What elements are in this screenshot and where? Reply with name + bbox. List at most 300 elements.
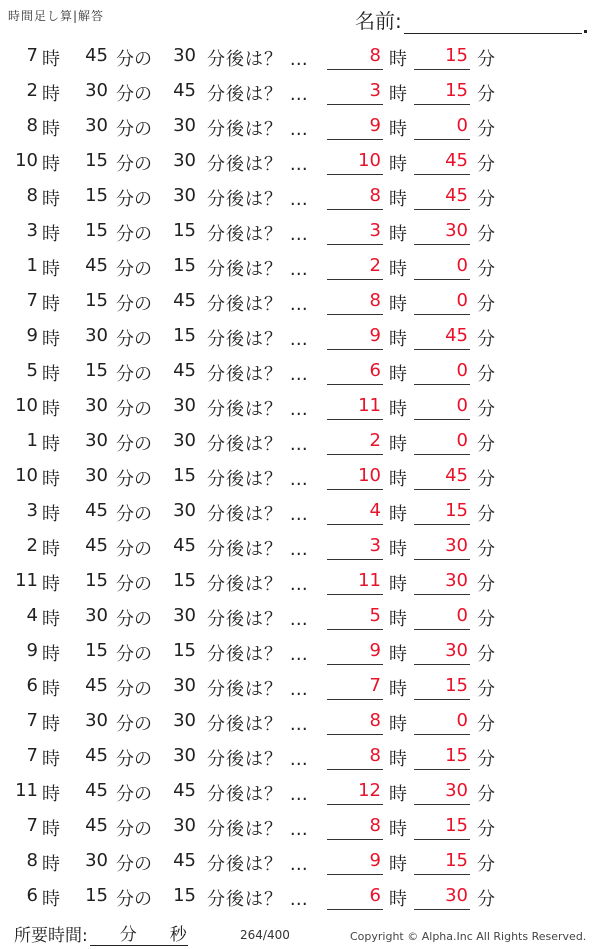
answer-minute-blank[interactable] <box>414 633 470 665</box>
name-field <box>355 5 587 34</box>
added-minutes: 30 <box>173 185 196 206</box>
copyright-notice: Copyright © Alpha.Inc All Rights Reserved. <box>350 930 587 943</box>
answer-minute-unit: 分 <box>477 574 495 595</box>
added-minutes: 45 <box>173 360 196 381</box>
minute-of-label: 分の <box>116 329 152 350</box>
start-hour: 4 <box>26 605 38 626</box>
minute-of-label: 分の <box>116 854 152 875</box>
start-hour: 2 <box>26 80 38 101</box>
problem-row <box>0 388 600 423</box>
added-minutes: 30 <box>173 500 196 521</box>
answer-hour-unit: 時 <box>389 329 407 350</box>
added-minutes: 15 <box>173 465 196 486</box>
answer-minute: 45 <box>445 185 468 206</box>
answer-hour-blank[interactable] <box>327 528 383 560</box>
answer-minute-blank[interactable] <box>414 563 470 595</box>
answer-hour-blank[interactable] <box>327 108 383 140</box>
hour-unit: 時 <box>42 119 60 140</box>
start-hour: 8 <box>26 115 38 136</box>
answer-hour: 5 <box>369 605 381 626</box>
answer-minute-blank[interactable] <box>414 248 470 280</box>
answer-minute-blank[interactable] <box>414 38 470 70</box>
start-minute: 15 <box>85 360 108 381</box>
answer-minute: 0 <box>456 115 468 136</box>
minute-of-label: 分の <box>116 819 152 840</box>
added-minutes: 15 <box>173 325 196 346</box>
problem-row <box>0 423 600 458</box>
page-number: 264/400 <box>240 928 290 942</box>
question-label: 分後は？ … <box>207 504 309 525</box>
answer-hour-unit: 時 <box>389 504 407 525</box>
added-minutes: 30 <box>173 430 196 451</box>
problem-list <box>0 38 600 913</box>
minute-of-label: 分の <box>116 84 152 105</box>
answer-minute-blank[interactable] <box>414 458 470 490</box>
question-label: 分後は？ … <box>207 714 309 735</box>
answer-minute-unit: 分 <box>477 889 495 910</box>
minute-of-label: 分の <box>116 784 152 805</box>
answer-minute: 30 <box>445 885 468 906</box>
question-label: 分後は？ … <box>207 679 309 700</box>
answer-hour-unit: 時 <box>389 854 407 875</box>
answer-hour-unit: 時 <box>389 784 407 805</box>
minute-of-label: 分の <box>116 889 152 910</box>
elapsed-minute-unit: 分 <box>119 925 137 945</box>
answer-hour-blank[interactable] <box>327 598 383 630</box>
hour-unit: 時 <box>42 434 60 455</box>
answer-hour-unit: 時 <box>389 749 407 770</box>
start-minute: 45 <box>85 255 108 276</box>
minute-of-label: 分の <box>116 574 152 595</box>
problem-row <box>0 143 600 178</box>
answer-hour: 4 <box>369 500 381 521</box>
answer-minute: 15 <box>445 45 468 66</box>
answer-hour: 6 <box>369 360 381 381</box>
answer-minute: 45 <box>445 465 468 486</box>
start-hour: 5 <box>26 360 38 381</box>
hour-unit: 時 <box>42 714 60 735</box>
answer-hour-unit: 時 <box>389 539 407 560</box>
answer-hour-unit: 時 <box>389 819 407 840</box>
answer-hour-blank[interactable] <box>327 878 383 910</box>
answer-minute-blank[interactable] <box>414 703 470 735</box>
answer-hour-unit: 時 <box>389 84 407 105</box>
elapsed-time-blank[interactable] <box>90 925 188 946</box>
start-minute: 30 <box>85 395 108 416</box>
question-label: 分後は？ … <box>207 399 309 420</box>
answer-minute: 0 <box>456 255 468 276</box>
answer-hour-blank[interactable] <box>327 388 383 420</box>
problem-row <box>0 108 600 143</box>
problem-row <box>0 458 600 493</box>
minute-of-label: 分の <box>116 154 152 175</box>
answer-minute: 0 <box>456 605 468 626</box>
minute-of-label: 分の <box>116 749 152 770</box>
problem-row <box>0 283 600 318</box>
answer-minute-blank[interactable] <box>414 353 470 385</box>
answer-hour-blank[interactable] <box>327 563 383 595</box>
start-hour: 6 <box>26 885 38 906</box>
answer-hour-unit: 時 <box>389 399 407 420</box>
answer-hour-blank[interactable] <box>327 738 383 770</box>
problem-row <box>0 808 600 843</box>
start-minute: 15 <box>85 290 108 311</box>
answer-hour-blank[interactable] <box>327 38 383 70</box>
start-minute: 30 <box>85 115 108 136</box>
answer-minute: 30 <box>445 640 468 661</box>
start-minute: 15 <box>85 640 108 661</box>
answer-hour-blank[interactable] <box>327 283 383 315</box>
answer-hour: 9 <box>369 325 381 346</box>
answer-minute-blank[interactable] <box>414 738 470 770</box>
answer-minute-unit: 分 <box>477 714 495 735</box>
question-label: 分後は？ … <box>207 784 309 805</box>
answer-minute-unit: 分 <box>477 259 495 280</box>
answer-hour-unit: 時 <box>389 434 407 455</box>
answer-hour-unit: 時 <box>389 119 407 140</box>
answer-hour-blank[interactable] <box>327 423 383 455</box>
question-label: 分後は？ … <box>207 259 309 280</box>
answer-minute-blank[interactable] <box>414 213 470 245</box>
answer-minute: 15 <box>445 80 468 101</box>
start-hour: 7 <box>26 710 38 731</box>
name-line-end-dot <box>584 30 587 33</box>
answer-minute-blank[interactable] <box>414 318 470 350</box>
answer-hour-blank[interactable] <box>327 353 383 385</box>
answer-minute-unit: 分 <box>477 364 495 385</box>
answer-minute-unit: 分 <box>477 154 495 175</box>
minute-of-label: 分の <box>116 364 152 385</box>
answer-hour-unit: 時 <box>389 644 407 665</box>
question-label: 分後は？ … <box>207 84 309 105</box>
minute-of-label: 分の <box>116 644 152 665</box>
answer-minute-blank[interactable] <box>414 283 470 315</box>
answer-minute-unit: 分 <box>477 539 495 560</box>
answer-hour: 9 <box>369 640 381 661</box>
answer-minute: 15 <box>445 815 468 836</box>
minute-of-label: 分の <box>116 609 152 630</box>
start-minute: 30 <box>85 430 108 451</box>
question-label: 分後は？ … <box>207 329 309 350</box>
start-hour: 11 <box>15 570 38 591</box>
added-minutes: 30 <box>173 45 196 66</box>
added-minutes: 15 <box>173 570 196 591</box>
answer-minute-blank[interactable] <box>414 178 470 210</box>
problem-row <box>0 493 600 528</box>
minute-of-label: 分の <box>116 259 152 280</box>
added-minutes: 30 <box>173 150 196 171</box>
answer-hour-unit: 時 <box>389 259 407 280</box>
start-hour: 1 <box>26 255 38 276</box>
question-label: 分後は？ … <box>207 119 309 140</box>
answer-hour-blank[interactable] <box>327 493 383 525</box>
answer-minute: 15 <box>445 675 468 696</box>
hour-unit: 時 <box>42 819 60 840</box>
start-hour: 1 <box>26 430 38 451</box>
answer-minute: 15 <box>445 850 468 871</box>
question-label: 分後は？ … <box>207 364 309 385</box>
answer-hour-blank[interactable] <box>327 808 383 840</box>
answer-minute: 30 <box>445 570 468 591</box>
problem-row <box>0 598 600 633</box>
problem-row <box>0 703 600 738</box>
answer-minute-blank[interactable] <box>414 388 470 420</box>
answer-hour-blank[interactable] <box>327 458 383 490</box>
added-minutes: 30 <box>173 710 196 731</box>
answer-minute: 0 <box>456 430 468 451</box>
answer-minute-blank[interactable] <box>414 423 470 455</box>
question-label: 分後は？ … <box>207 819 309 840</box>
start-hour: 9 <box>26 325 38 346</box>
answer-hour-unit: 時 <box>389 189 407 210</box>
answer-hour-blank[interactable] <box>327 143 383 175</box>
start-minute: 45 <box>85 780 108 801</box>
start-hour: 9 <box>26 640 38 661</box>
problem-row <box>0 843 600 878</box>
added-minutes: 45 <box>173 850 196 871</box>
question-label: 分後は？ … <box>207 854 309 875</box>
added-minutes: 45 <box>173 535 196 556</box>
answer-hour: 3 <box>369 80 381 101</box>
added-minutes: 30 <box>173 395 196 416</box>
question-label: 分後は？ … <box>207 889 309 910</box>
answer-hour-blank[interactable] <box>327 668 383 700</box>
question-label: 分後は？ … <box>207 154 309 175</box>
name-blank-line[interactable] <box>404 11 582 34</box>
answer-minute-blank[interactable] <box>414 598 470 630</box>
start-minute: 30 <box>85 465 108 486</box>
start-minute: 45 <box>85 500 108 521</box>
start-minute: 15 <box>85 220 108 241</box>
answer-minute: 0 <box>456 360 468 381</box>
start-minute: 30 <box>85 80 108 101</box>
problem-row <box>0 738 600 773</box>
answer-hour: 10 <box>358 465 381 486</box>
added-minutes: 15 <box>173 220 196 241</box>
hour-unit: 時 <box>42 84 60 105</box>
answer-hour: 8 <box>369 185 381 206</box>
start-hour: 3 <box>26 220 38 241</box>
start-hour: 7 <box>26 745 38 766</box>
start-hour: 10 <box>15 395 38 416</box>
answer-minute: 0 <box>456 710 468 731</box>
hour-unit: 時 <box>42 574 60 595</box>
start-minute: 30 <box>85 850 108 871</box>
answer-minute-unit: 分 <box>477 329 495 350</box>
start-hour: 8 <box>26 850 38 871</box>
problem-row <box>0 563 600 598</box>
answer-hour-blank[interactable] <box>327 248 383 280</box>
answer-minute: 30 <box>445 535 468 556</box>
problem-row <box>0 73 600 108</box>
answer-minute-blank[interactable] <box>414 773 470 805</box>
answer-minute-unit: 分 <box>477 644 495 665</box>
answer-minute-unit: 分 <box>477 679 495 700</box>
added-minutes: 30 <box>173 815 196 836</box>
answer-minute: 0 <box>456 395 468 416</box>
answer-minute-blank[interactable] <box>414 73 470 105</box>
elapsed-time-field <box>14 921 188 946</box>
hour-unit: 時 <box>42 854 60 875</box>
answer-hour: 11 <box>358 395 381 416</box>
hour-unit: 時 <box>42 539 60 560</box>
answer-hour-unit: 時 <box>389 609 407 630</box>
problem-row <box>0 318 600 353</box>
name-label: 名前: <box>355 9 402 33</box>
start-hour: 6 <box>26 675 38 696</box>
answer-minute: 45 <box>445 150 468 171</box>
answer-hour-blank[interactable] <box>327 843 383 875</box>
minute-of-label: 分の <box>116 49 152 70</box>
added-minutes: 30 <box>173 675 196 696</box>
hour-unit: 時 <box>42 644 60 665</box>
answer-minute-blank[interactable] <box>414 493 470 525</box>
added-minutes: 30 <box>173 605 196 626</box>
answer-hour: 9 <box>369 850 381 871</box>
hour-unit: 時 <box>42 189 60 210</box>
hour-unit: 時 <box>42 784 60 805</box>
hour-unit: 時 <box>42 399 60 420</box>
question-label: 分後は？ … <box>207 539 309 560</box>
added-minutes: 30 <box>173 745 196 766</box>
answer-minute: 15 <box>445 500 468 521</box>
answer-hour: 11 <box>358 570 381 591</box>
minute-of-label: 分の <box>116 189 152 210</box>
answer-minute-unit: 分 <box>477 399 495 420</box>
answer-minute-unit: 分 <box>477 504 495 525</box>
answer-hour-unit: 時 <box>389 49 407 70</box>
answer-hour-blank[interactable] <box>327 178 383 210</box>
minute-of-label: 分の <box>116 399 152 420</box>
question-label: 分後は？ … <box>207 609 309 630</box>
answer-minute-unit: 分 <box>477 224 495 245</box>
problem-row <box>0 213 600 248</box>
answer-hour-blank[interactable] <box>327 703 383 735</box>
problem-row <box>0 773 600 808</box>
answer-minute: 15 <box>445 745 468 766</box>
hour-unit: 時 <box>42 329 60 350</box>
answer-minute-unit: 分 <box>477 294 495 315</box>
answer-hour-blank[interactable] <box>327 73 383 105</box>
answer-minute-blank[interactable] <box>414 878 470 910</box>
answer-minute-blank[interactable] <box>414 808 470 840</box>
start-minute: 30 <box>85 710 108 731</box>
answer-hour-blank[interactable] <box>327 318 383 350</box>
problem-row <box>0 38 600 73</box>
minute-of-label: 分の <box>116 294 152 315</box>
answer-hour-unit: 時 <box>389 154 407 175</box>
answer-minute-blank[interactable] <box>414 143 470 175</box>
answer-minute: 45 <box>445 325 468 346</box>
hour-unit: 時 <box>42 224 60 245</box>
start-minute: 45 <box>85 45 108 66</box>
answer-minute-blank[interactable] <box>414 528 470 560</box>
start-hour: 2 <box>26 535 38 556</box>
start-minute: 45 <box>85 535 108 556</box>
problem-row <box>0 248 600 283</box>
added-minutes: 30 <box>173 115 196 136</box>
start-minute: 15 <box>85 570 108 591</box>
answer-hour: 2 <box>369 430 381 451</box>
question-label: 分後は？ … <box>207 749 309 770</box>
problem-row <box>0 528 600 563</box>
added-minutes: 45 <box>173 780 196 801</box>
start-hour: 7 <box>26 290 38 311</box>
problem-row <box>0 878 600 913</box>
elapsed-time-label: 所要時間: <box>14 926 88 946</box>
answer-hour: 8 <box>369 45 381 66</box>
added-minutes: 45 <box>173 290 196 311</box>
answer-hour: 3 <box>369 220 381 241</box>
added-minutes: 45 <box>173 80 196 101</box>
answer-hour-unit: 時 <box>389 224 407 245</box>
question-label: 分後は？ … <box>207 294 309 315</box>
answer-hour-unit: 時 <box>389 364 407 385</box>
answer-hour-blank[interactable] <box>327 633 383 665</box>
answer-hour-unit: 時 <box>389 889 407 910</box>
hour-unit: 時 <box>42 889 60 910</box>
start-hour: 10 <box>15 465 38 486</box>
answer-minute: 30 <box>445 220 468 241</box>
answer-minute: 30 <box>445 780 468 801</box>
question-label: 分後は？ … <box>207 224 309 245</box>
answer-hour-blank[interactable] <box>327 773 383 805</box>
answer-hour-unit: 時 <box>389 714 407 735</box>
answer-minute-blank[interactable] <box>414 843 470 875</box>
elapsed-second-unit: 秒 <box>169 925 187 945</box>
answer-hour: 9 <box>369 115 381 136</box>
answer-minute-unit: 分 <box>477 854 495 875</box>
start-minute: 45 <box>85 815 108 836</box>
answer-hour: 12 <box>358 780 381 801</box>
hour-unit: 時 <box>42 469 60 490</box>
start-minute: 45 <box>85 745 108 766</box>
answer-hour: 10 <box>358 150 381 171</box>
hour-unit: 時 <box>42 154 60 175</box>
minute-of-label: 分の <box>116 539 152 560</box>
minute-of-label: 分の <box>116 504 152 525</box>
question-label: 分後は？ … <box>207 469 309 490</box>
answer-hour: 2 <box>369 255 381 276</box>
question-label: 分後は？ … <box>207 434 309 455</box>
start-hour: 7 <box>26 45 38 66</box>
question-label: 分後は？ … <box>207 574 309 595</box>
start-minute: 30 <box>85 325 108 346</box>
minute-of-label: 分の <box>116 434 152 455</box>
answer-hour-unit: 時 <box>389 469 407 490</box>
minute-of-label: 分の <box>116 119 152 140</box>
answer-hour: 8 <box>369 815 381 836</box>
answer-minute-unit: 分 <box>477 49 495 70</box>
hour-unit: 時 <box>42 504 60 525</box>
answer-hour-blank[interactable] <box>327 213 383 245</box>
answer-hour: 7 <box>369 675 381 696</box>
answer-hour-unit: 時 <box>389 294 407 315</box>
answer-minute-blank[interactable] <box>414 668 470 700</box>
added-minutes: 15 <box>173 640 196 661</box>
problem-row <box>0 668 600 703</box>
worksheet-title: 時間足し算|解答 <box>8 9 105 23</box>
hour-unit: 時 <box>42 609 60 630</box>
hour-unit: 時 <box>42 749 60 770</box>
answer-minute-blank[interactable] <box>414 108 470 140</box>
added-minutes: 15 <box>173 255 196 276</box>
minute-of-label: 分の <box>116 714 152 735</box>
hour-unit: 時 <box>42 364 60 385</box>
question-label: 分後は？ … <box>207 49 309 70</box>
answer-hour-unit: 時 <box>389 679 407 700</box>
answer-minute-unit: 分 <box>477 819 495 840</box>
